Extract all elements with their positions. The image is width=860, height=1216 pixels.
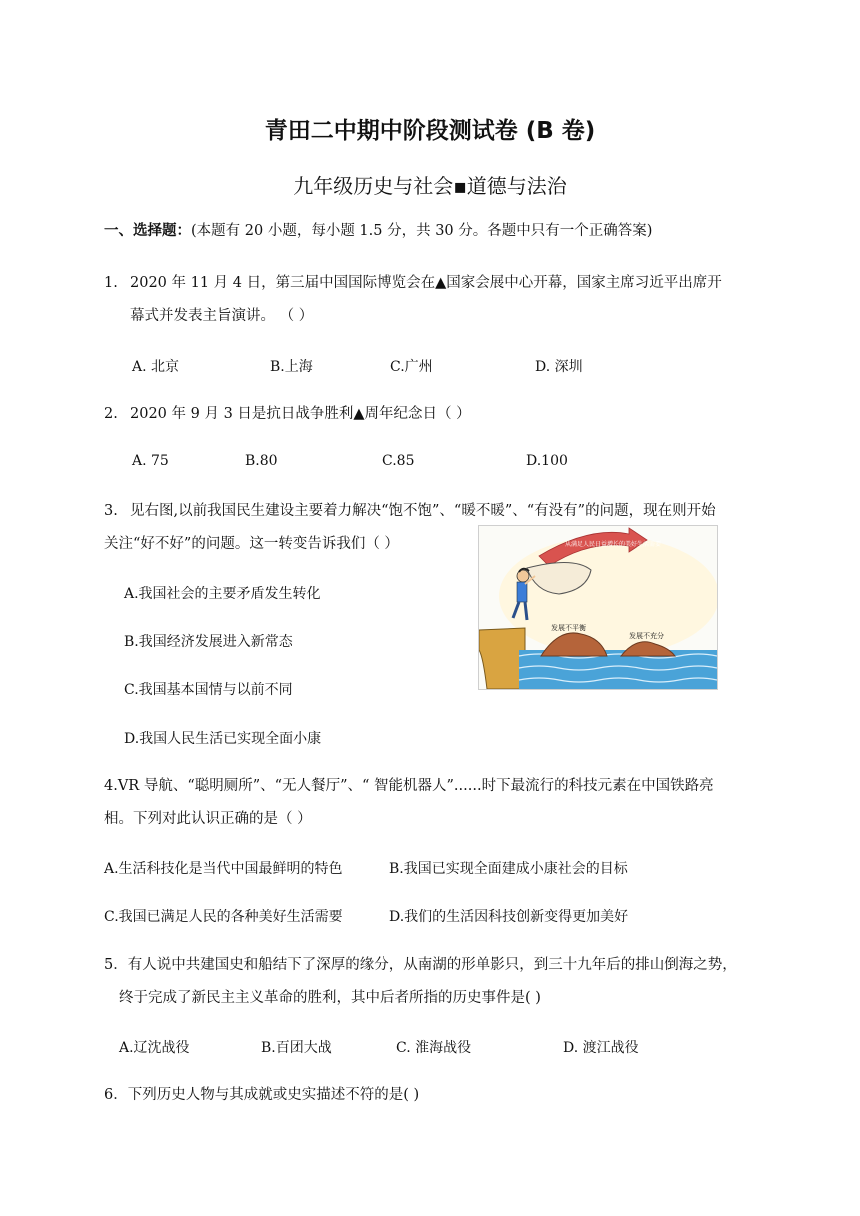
q3-option-b[interactable]: B.我国经济发展进入新常态 [124,634,293,650]
sky-glow [499,536,717,656]
section-heading-row [104,221,652,241]
q3-option-a[interactable]: A.我国社会的主要矛盾发生转化 [124,586,321,602]
question-2-number: 2. [104,406,118,422]
q1-option-c[interactable]: C.广州 [390,359,433,375]
q5-option-b[interactable]: B.百团大战 [261,1040,332,1056]
q4-option-c[interactable]: C.我国已满足人民的各种美好生活需要 [104,909,343,925]
person-leg-right [525,602,527,620]
question-3-text-line1: 见右图,以前我国民生建设主要着力解决“饱不饱”、“暖不暖”、“有没有”的问题，现在则开始 [130,503,716,519]
q3-option-c[interactable]: C.我国基本国情与以前不同 [124,682,293,698]
question-3-line1 [104,501,716,521]
q2-option-a[interactable]: A. 75 [132,453,169,469]
section-heading: 一、选择题： [104,222,191,239]
q1-option-a[interactable]: A. 北京 [132,359,180,375]
q3-option-d[interactable]: D.我国人民生活已实现全面小康 [124,731,322,747]
section-note: (本题有 20 小题，每小题 1.5 分，共 30 分。各题中只有一个正确答案) [191,223,653,239]
question-6-text-line1: 6．下列历史人物与其成就或史实描述不符的是( ) [104,1087,420,1103]
question-3-text-line2: 关注“好不好”的问题。这一转变告诉我们（ ） [104,536,399,552]
question-2-text: 2020 年 9 月 3 日是抗日战争胜利▲周年纪念日（ ） [130,406,471,422]
question-2-line1 [104,404,471,424]
cartoon-illustration [478,525,718,690]
arrow-label: 从满足人民日益增长的美好生活需要 [565,541,662,548]
q5-option-d[interactable]: D. 渡江战役 [563,1040,639,1056]
question-3-number: 3. [104,503,118,519]
rock-right-label: 发展不充分 [629,632,664,640]
question-5-text-line2: 终于完成了新民主主义革命的胜利，其中后者所指的历史事件是( ) [119,990,541,1006]
q4-option-a[interactable]: A.生活科技化是当代中国最鲜明的特色 [104,861,343,877]
left-cliff [479,628,525,689]
q4-option-b[interactable]: B.我国已实现全面建成小康社会的目标 [389,861,628,877]
question-1-line1 [104,273,722,293]
question-5-text-line1: 5．有人说中共建国史和船结下了深厚的缘分，从南湖的形单影只，到三十九年后的排山倒海之势， [104,957,737,973]
rock-left-label: 发展不平衡 [551,624,586,632]
q2-option-b[interactable]: B.80 [245,453,278,469]
q5-option-a[interactable]: A.辽沈战役 [119,1040,190,1056]
question-4-text-line1: 4.VR 导航、“聪明厕所”、“无人餐厅”、“ 智能机器人”......时下最流行的科技元素在中国铁路亮 [104,778,714,794]
question-1-text-line1: 2020 年 11 月 4 日，第三届中国国际博览会在▲国家会展中心开幕，国家主席习近平出席开 [130,275,722,291]
q1-option-d[interactable]: D. 深圳 [535,359,583,375]
exam-subtitle: 九年级历史与社会▪道德与法治 [293,174,567,198]
q5-option-c[interactable]: C. 淮海战役 [396,1040,472,1056]
q4-option-d[interactable]: D.我们的生活因科技创新变得更加美好 [389,909,629,925]
q2-option-c[interactable]: C.85 [382,453,415,469]
q1-option-b[interactable]: B.上海 [270,359,313,375]
question-1-text-line2: 幕式并发表主旨演讲。 （ ） [130,308,314,324]
person-body [517,582,527,602]
q2-option-d[interactable]: D.100 [526,453,568,469]
cartoon-svg [479,526,717,689]
question-1-number: 1. [104,275,118,291]
exam-title: 青田二中期中阶段测试卷 (B 卷) [264,118,596,144]
question-4-text-line2: 相。下列对此认识正确的是（ ） [104,811,312,827]
